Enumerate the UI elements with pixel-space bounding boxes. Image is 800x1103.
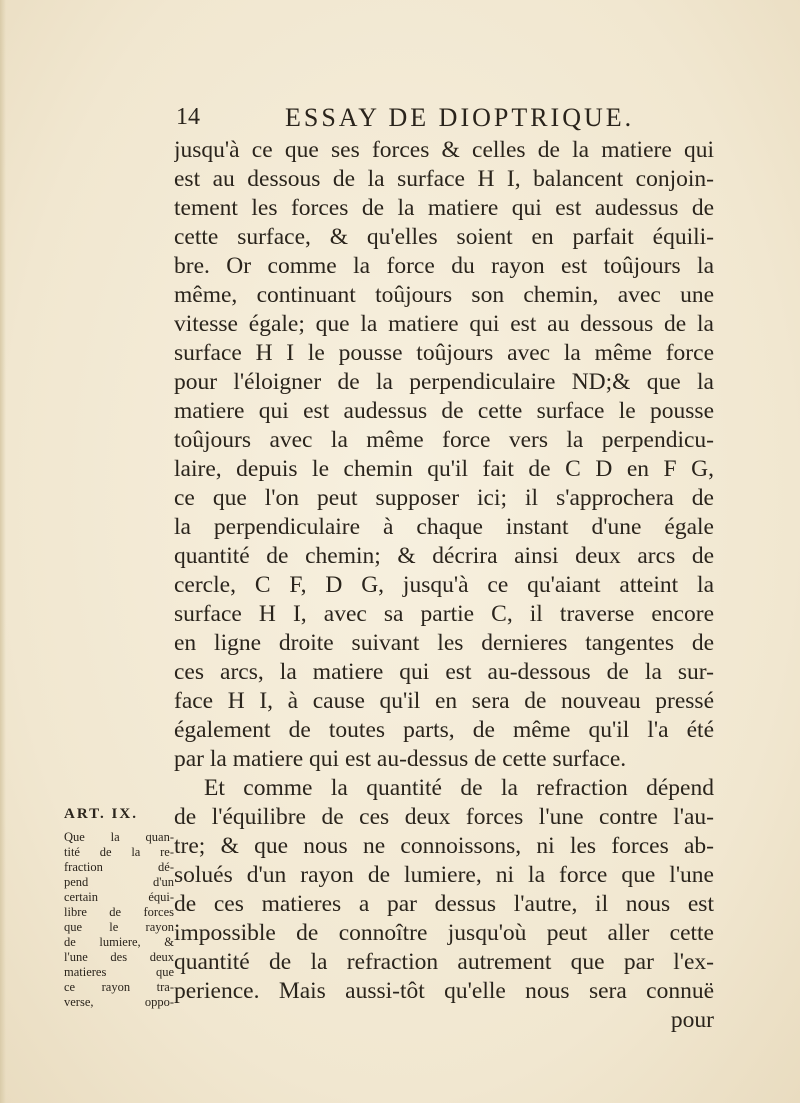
- margin-note-line: que le rayon: [64, 920, 174, 934]
- body-line: pour l'éloigner de la perpendiculaire ND;& que la: [174, 369, 714, 395]
- body-line: même, continuant toûjours son chemin, avec une: [174, 282, 714, 308]
- body-line: quantité de la refraction autrement que par l'ex-: [174, 949, 714, 975]
- body-line: également de toutes parts, de même qu'il l'a été: [174, 717, 714, 743]
- body-line: Et comme la quantité de la refraction dépend: [204, 775, 714, 801]
- margin-note-line: matieres que: [64, 965, 174, 979]
- margin-note-line: tité de la re-: [64, 845, 174, 859]
- body-line: toûjours avec la même force vers la perpendicu-: [174, 427, 714, 453]
- margin-note-line: Que la quan-: [64, 830, 174, 844]
- body-line: surface H I, avec sa partie C, il traverse encore: [174, 601, 714, 627]
- body-line: matiere qui est audessus de cette surface le pousse: [174, 398, 714, 424]
- margin-note-line: libre de forces: [64, 905, 174, 919]
- running-head: ESSAY DE DIOPTRIQUE.: [285, 103, 635, 132]
- margin-note-line: l'une des deux: [64, 950, 174, 964]
- body-line: de ces matieres a par dessus l'autre, il nous est: [174, 891, 714, 917]
- margin-note-line: ce rayon tra-: [64, 980, 174, 994]
- body-line: est au dessous de la surface H I, balancent conjoin-: [174, 166, 714, 192]
- margin-note-line: fraction dé-: [64, 860, 174, 874]
- body-line: surface H I le pousse toûjours avec la même force: [174, 340, 714, 366]
- margin-note: [64, 830, 174, 1010]
- body-line: ce que l'on peut supposer ici; il s'approchera de: [174, 485, 714, 511]
- body-line: quantité de chemin; & décrira ainsi deux arcs de: [174, 543, 714, 569]
- body-line: en ligne droite suivant les dernieres tangentes de: [174, 630, 714, 656]
- body-text: [174, 136, 714, 1035]
- body-line: cercle, C F, D G, jusqu'à ce qu'aiant atteint la: [174, 572, 714, 598]
- body-line: solués d'un rayon de lumiere, ni la force que l'une: [174, 862, 714, 888]
- body-line: impossible de connoître jusqu'où peut aller cette: [174, 920, 714, 946]
- body-line: par la matiere qui est au-dessus de cette surface.: [174, 746, 627, 772]
- margin-note-line: pend d'un: [64, 875, 174, 889]
- body-line: de l'équilibre de ces deux forces l'une contre l'au-: [174, 804, 714, 830]
- page-number: 14: [176, 104, 200, 130]
- body-line: face H I, à cause qu'il en sera de nouveau pressé: [174, 688, 714, 714]
- body-line: tement les forces de la matiere qui est audessus de: [174, 195, 714, 221]
- body-line: laire, depuis le chemin qu'il fait de C D en F G,: [174, 456, 714, 482]
- body-line: tre; & que nous ne connoissons, ni les forces ab-: [174, 833, 714, 859]
- body-line: ces arcs, la matiere qui est au-dessous de la sur-: [174, 659, 714, 685]
- page-edge-shadow: [0, 0, 6, 1103]
- catchword: pour: [670, 1007, 714, 1033]
- margin-note-line: certain équi-: [64, 890, 174, 904]
- margin-article-heading: ART. IX.: [64, 806, 138, 822]
- body-line: perience. Mais aussi-tôt qu'elle nous sera connuë: [174, 978, 714, 1004]
- margin-note-line: de lumiere, &: [64, 935, 174, 949]
- body-line: la perpendiculaire à chaque instant d'une égale: [174, 514, 714, 540]
- margin-note-line: verse, oppo-: [64, 995, 174, 1009]
- body-line: vitesse égale; que la matiere qui est au dessous de la: [174, 311, 714, 337]
- body-line: cette surface, & qu'elles soient en parfait équili-: [174, 224, 714, 250]
- body-line: jusqu'à ce que ses forces & celles de la matiere qui: [174, 137, 714, 163]
- body-line: bre. Or comme la force du rayon est toûjours la: [174, 253, 714, 279]
